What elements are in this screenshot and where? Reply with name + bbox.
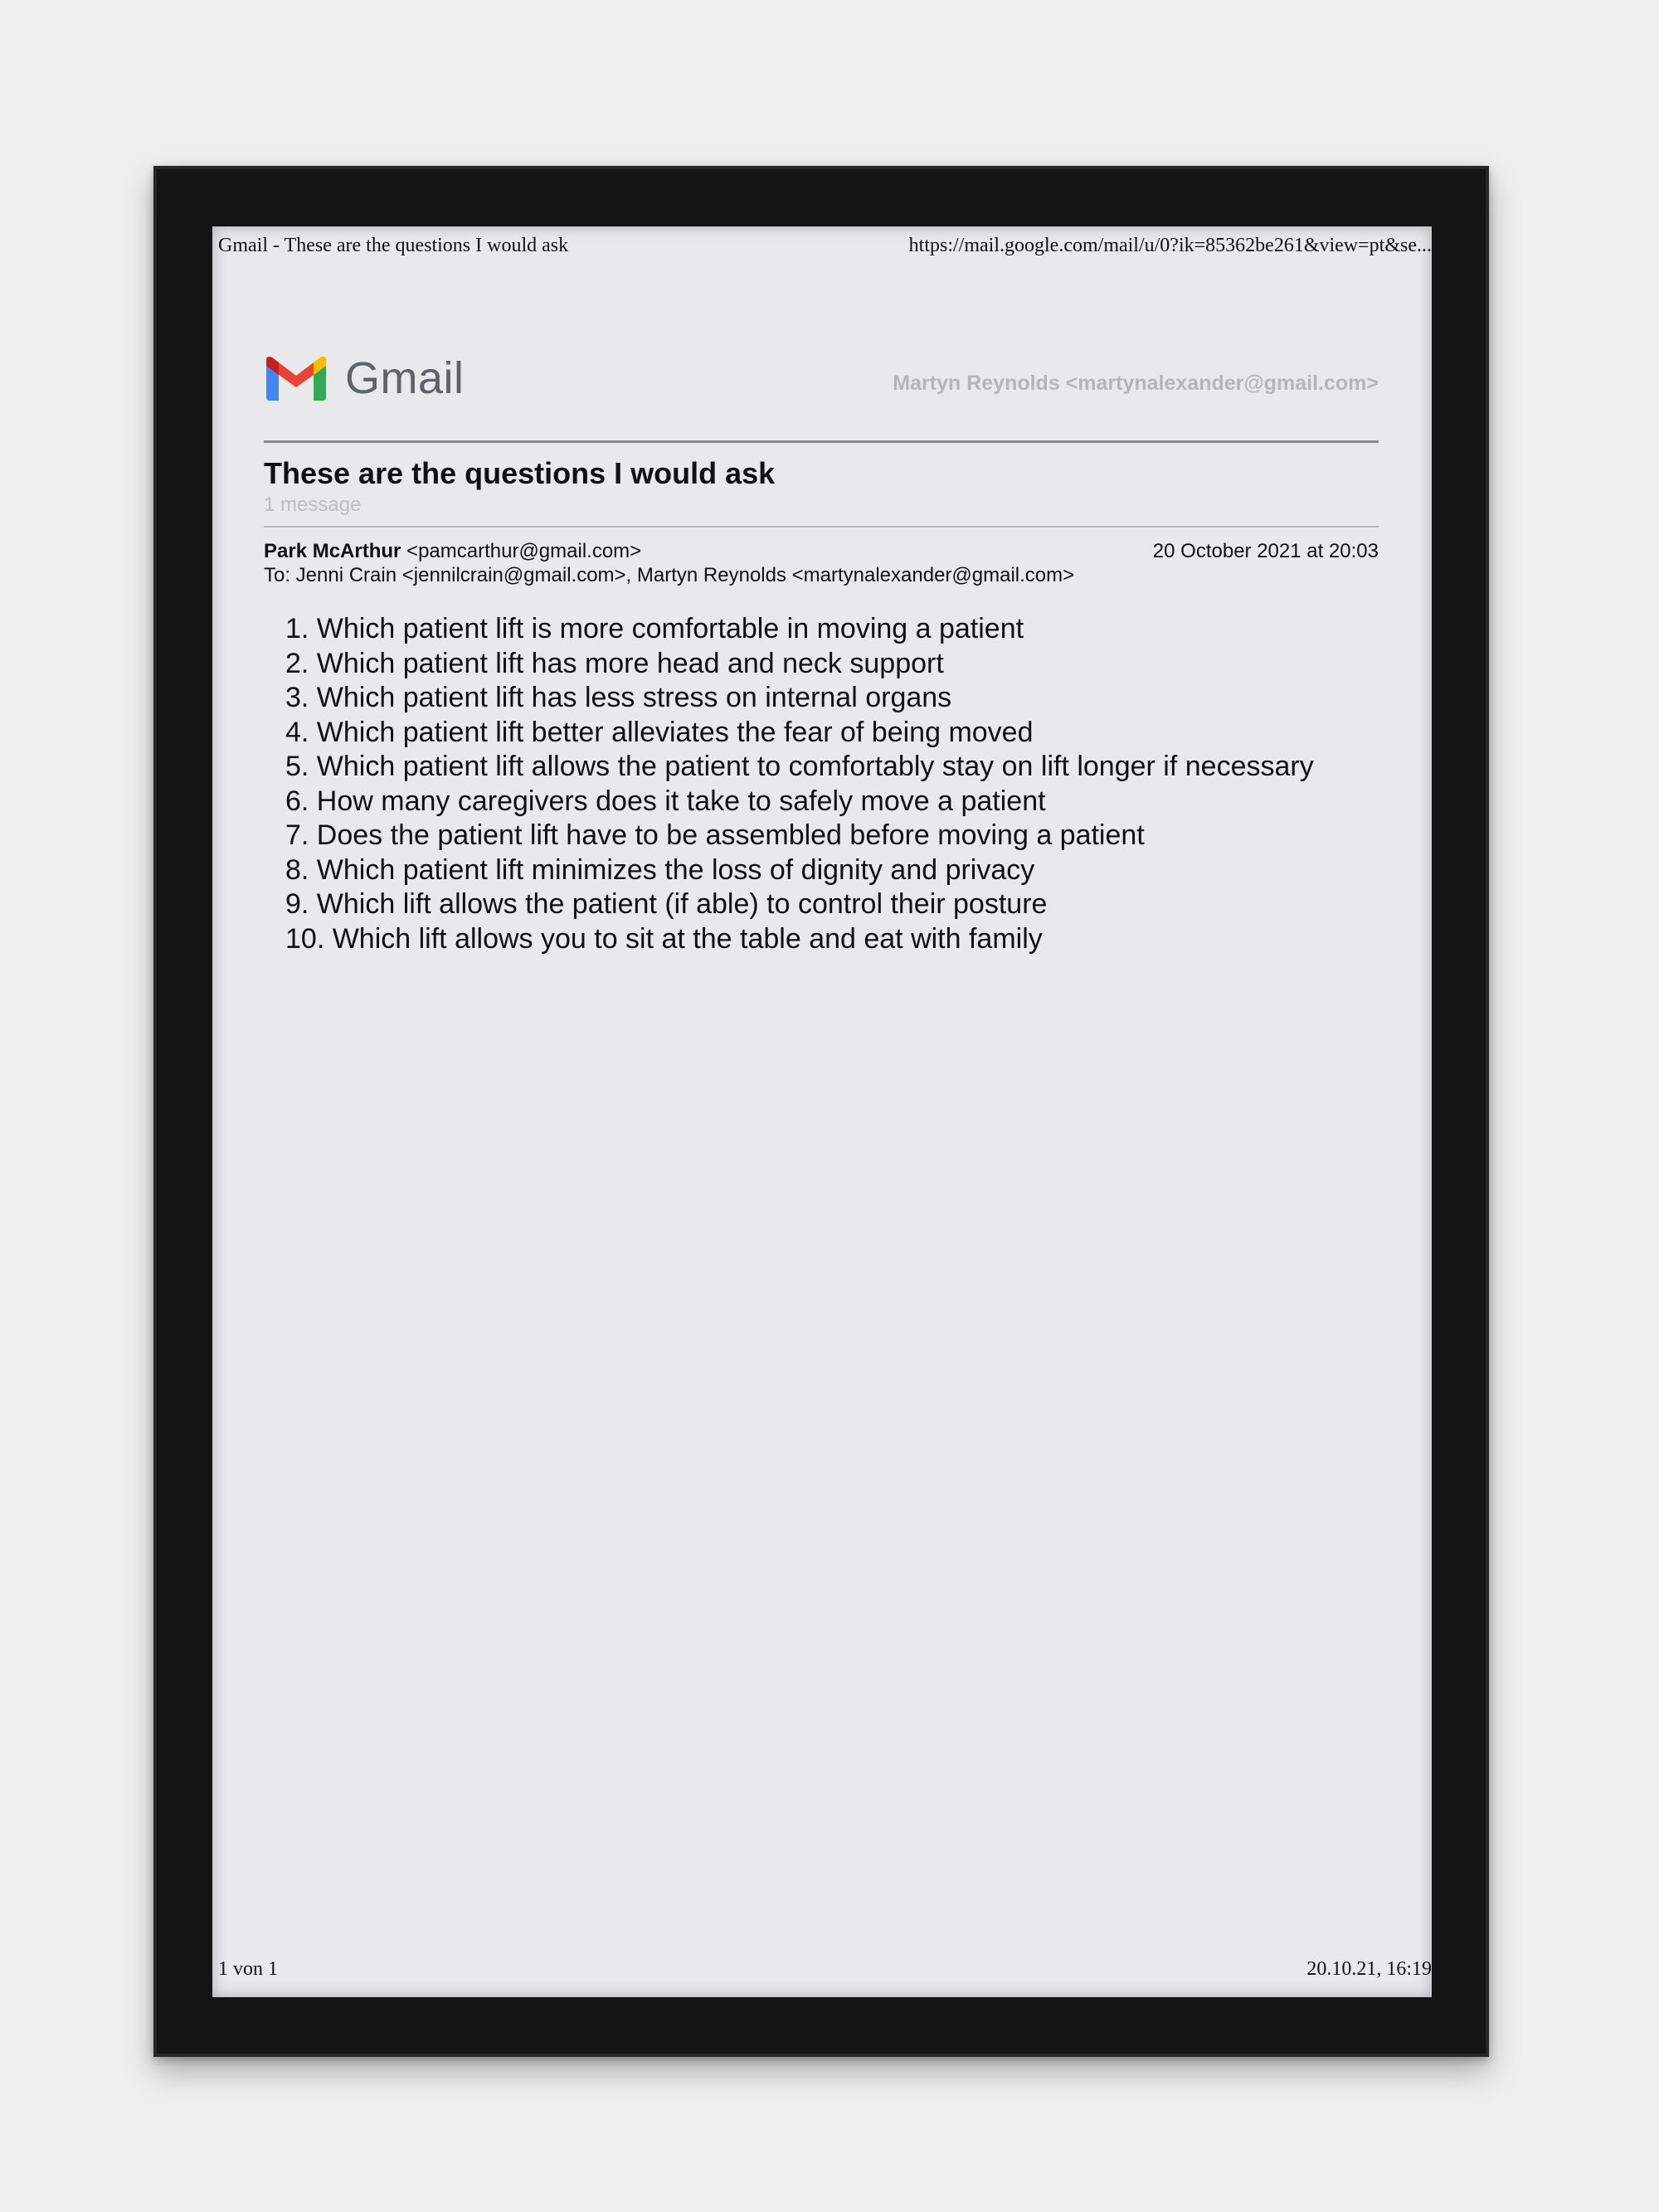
message-count: 1 message bbox=[264, 493, 362, 516]
list-item: 1. Which patient lift is more comfortable in moving a patient bbox=[285, 613, 1024, 644]
print-header-url: https://mail.google.com/mail/u/0?ik=85362be261&view=pt&se... bbox=[908, 235, 1432, 256]
header-divider bbox=[264, 440, 1379, 443]
printed-email-page bbox=[212, 226, 1432, 1997]
gmail-logo bbox=[264, 352, 465, 404]
account-identity: Martyn Reynolds <martynalexander@gmail.com> bbox=[893, 372, 1379, 395]
sender-name: Park McArthur bbox=[264, 540, 401, 562]
list-item: 8. Which patient lift minimizes the loss of dignity and privacy bbox=[285, 853, 1035, 886]
gmail-wordmark: Gmail bbox=[345, 353, 465, 403]
message-date: 20 October 2021 at 20:03 bbox=[1152, 540, 1379, 562]
list-item: 6. How many caregivers does it take to safely move a patient bbox=[285, 785, 1046, 817]
print-footer-timestamp: 20.10.21, 16:19 bbox=[1306, 1958, 1432, 1980]
list-item: 2. Which patient lift has more head and neck support bbox=[285, 647, 944, 679]
list-item: 4. Which patient lift better alleviates the fear of being moved bbox=[285, 716, 1034, 748]
list-item: 10. Which lift allows you to sit at the table and eat with family bbox=[285, 922, 1043, 955]
from-line bbox=[264, 540, 641, 563]
list-item: 5. Which patient lift allows the patient to comfortably stay on lift longer if necessary bbox=[285, 751, 1314, 782]
thread-subject: These are the questions I would ask bbox=[264, 456, 776, 490]
list-item: 7. Does the patient lift have to be assembled before moving a patient bbox=[285, 819, 1145, 851]
sender-email: <pamcarthur@gmail.com> bbox=[406, 540, 642, 562]
subject-divider bbox=[264, 526, 1379, 527]
print-header-title: Gmail - These are the questions I would ask bbox=[218, 235, 569, 256]
recipients-line: To: Jenni Crain <jennilcrain@gmail.com>, Martyn Reynolds <martynalexander@gmail.com> bbox=[264, 564, 1075, 586]
list-item: 9. Which lift allows the patient (if able) to control their posture bbox=[285, 888, 1048, 920]
print-footer-page: 1 von 1 bbox=[218, 1958, 278, 1980]
list-item: 3. Which patient lift has less stress on internal organs bbox=[285, 682, 952, 713]
gmail-m-icon bbox=[264, 354, 328, 402]
question-list bbox=[285, 612, 1314, 956]
